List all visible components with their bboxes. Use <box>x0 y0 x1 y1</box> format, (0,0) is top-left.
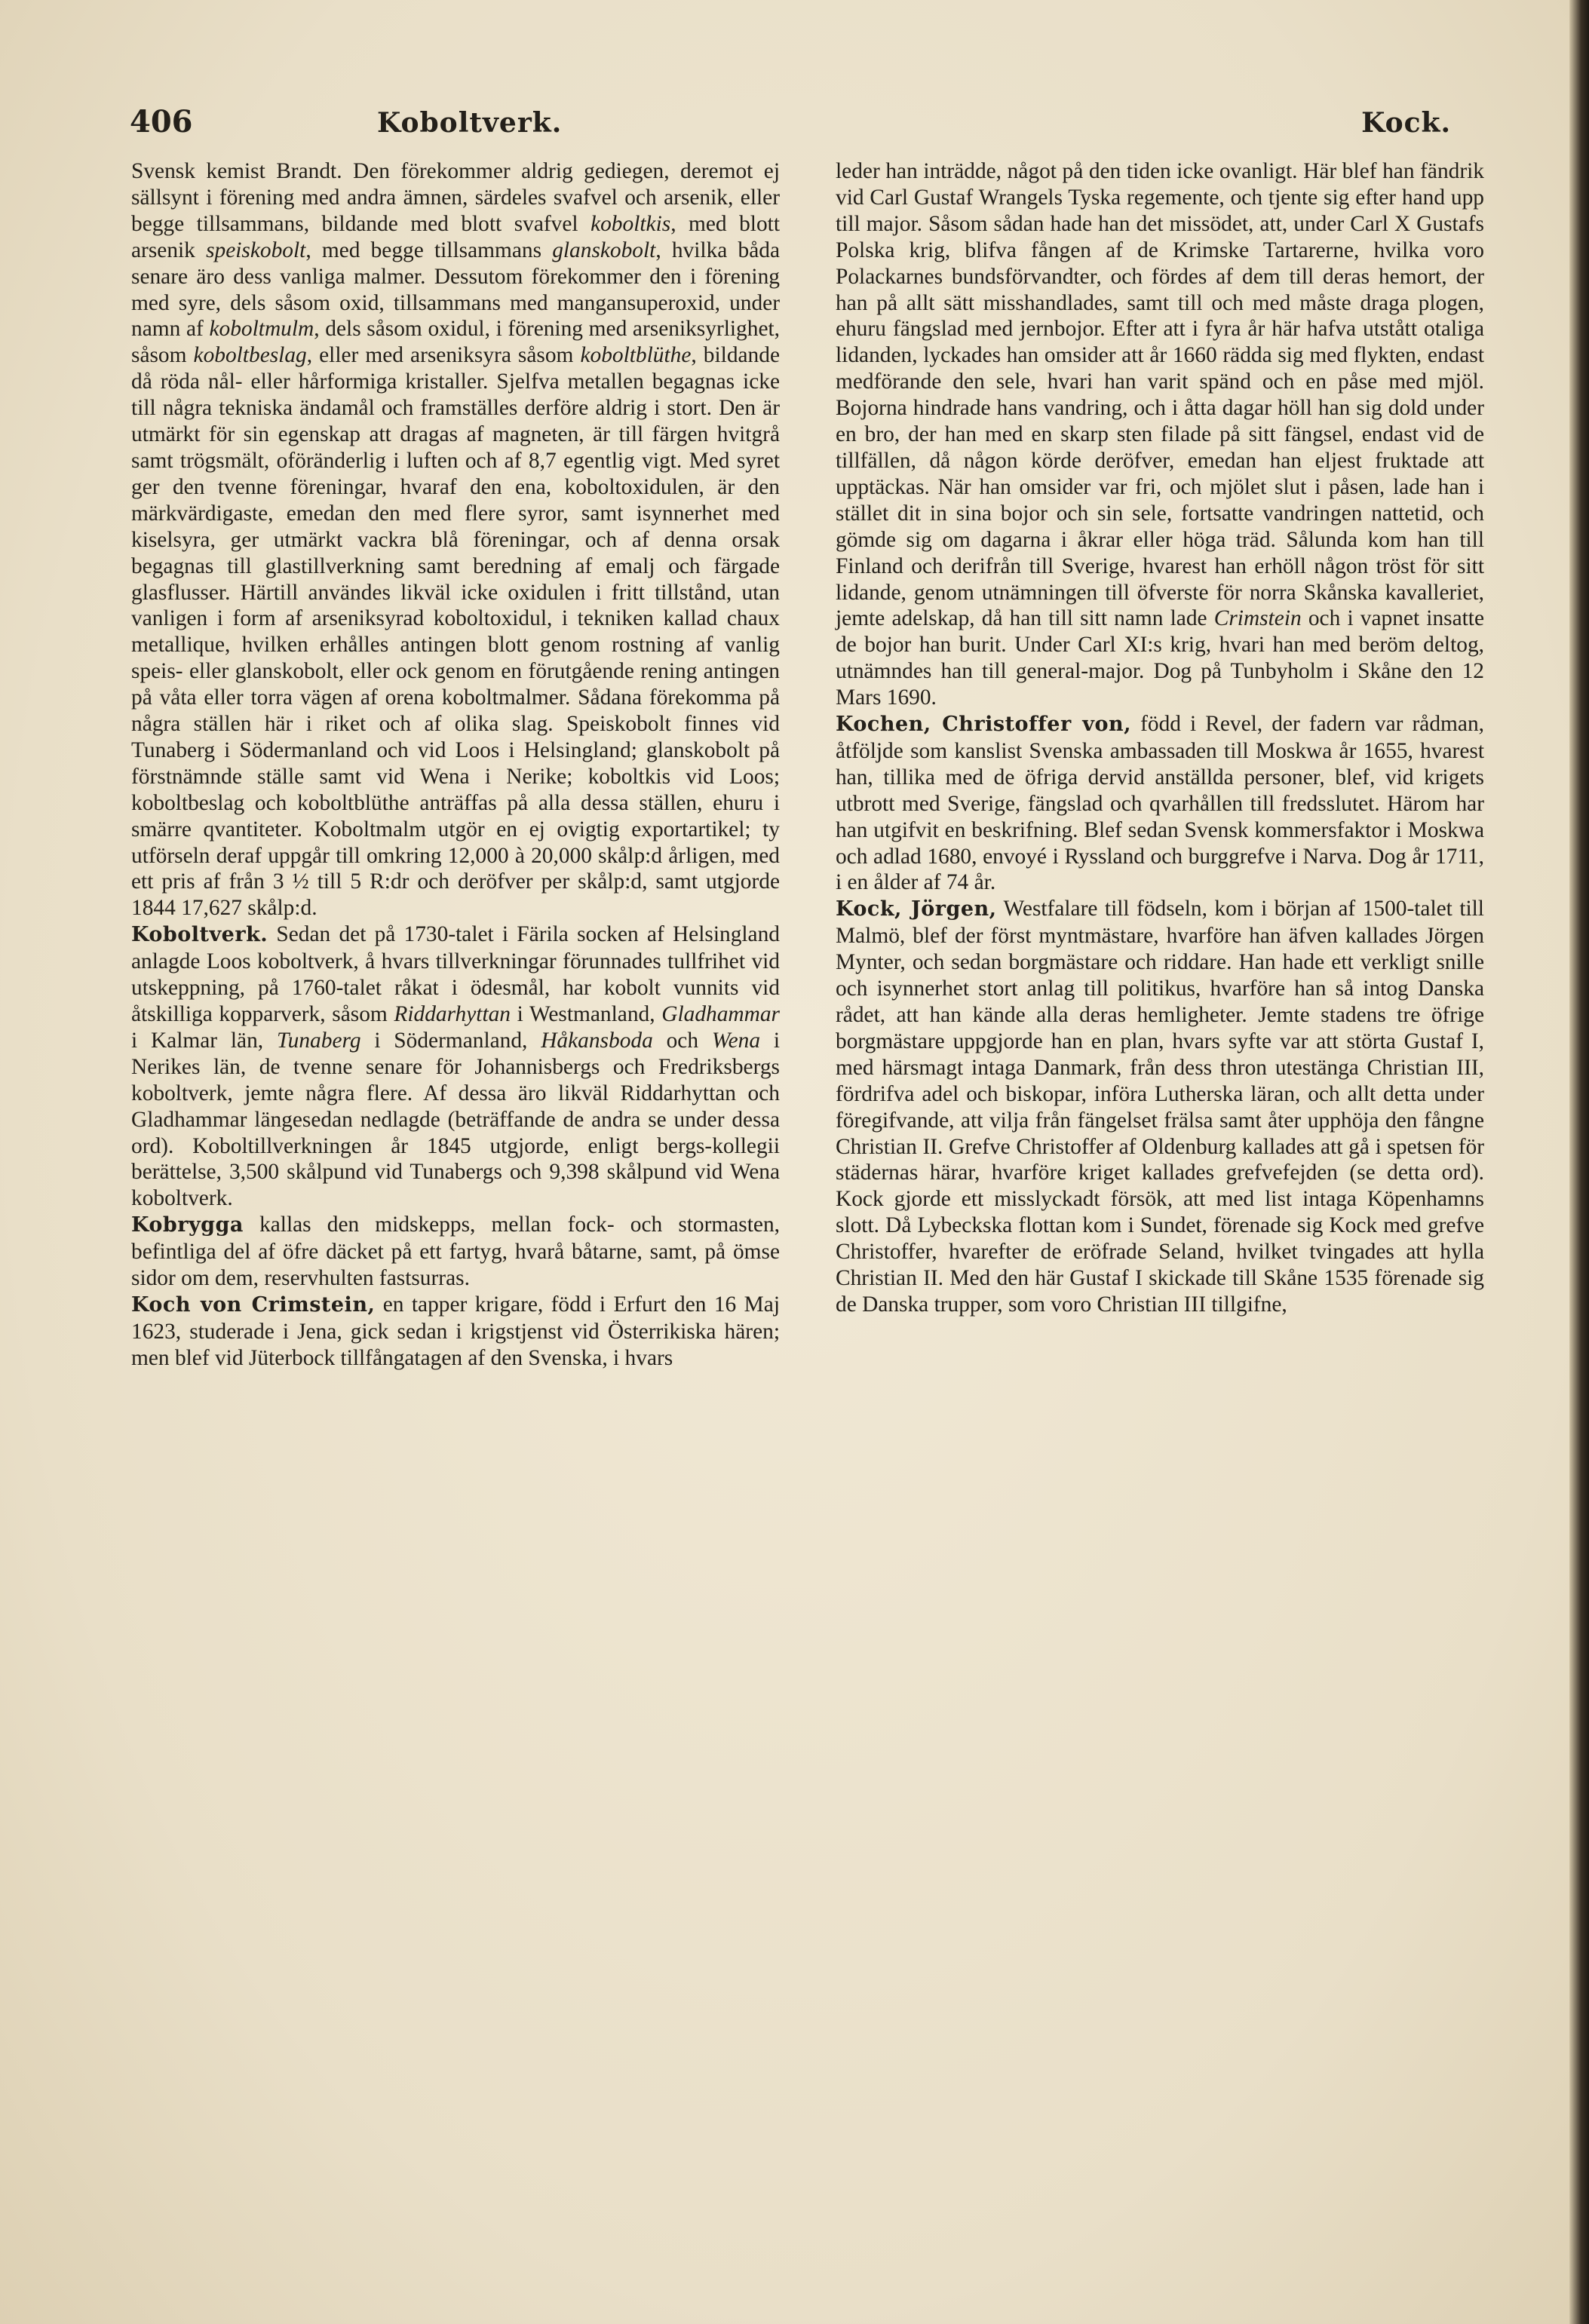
left-column <box>131 158 780 2194</box>
italic-term: koboltmulm <box>209 317 314 342</box>
text-run: en tapper krigare, född i Erfurt den 16 Maj 1623, studerade i Jena, gick sedan i krigstjenst vid Österrikiska hären; men blef vid Jüterbock tillfångatagen af den Svenska, i hvars <box>131 1292 780 1370</box>
entry-headword: Koch von Crimstein, <box>131 1292 376 1317</box>
italic-term: koboltkis <box>591 211 671 236</box>
entry-headword: Kochen, Christoffer von, <box>836 713 1132 737</box>
dictionary-entry <box>131 1212 780 1292</box>
text-run: leder han inträdde, något på den tiden icke ovanligt. Här blef han fändrik vid Carl Gustaf Wrangels Tyska regemente, och tjente sig efter hand upp till major. Såsom sådan hade han det missödet, att, under Carl X Gustafs Polska krig, blifva fången af de Krimske Tartarerne, hvilka voro Polackarnes bundsförvandter, och fördes af dem till deras hemort, der han på allt sätt misshandlades, samt till och med måste draga plogen, ehuru fängslad med jernbojor. Efter att i fyra år här hafva utstått otaliga lidanden, lyckades han omsider att år 1660 rädda sig med flykten, endast medförande den sele, hvari han varit spänd och en påse med mjöl. Bojorna hindrade hans vandring, och i åtta dagar höll han sig dold under en bro, der han med en skarp sten filade på sitt fängsel, endast vid de tillfällen, då någon körde deröfver, emedan han eljest fruktade att upptäckas. När han omsider var fri, och mjölet slut i påsen, lade han i stället dit in sina bojor och sin sele, fortsatte vandringen nattetid, och gömde sig om dagarna i åkrar eller höga träd. Sålunda kom han till Finland och derifrån till Sverige, hvarest han erhöll någon tröst för sitt lidande, genom utnämningen till öfverste för norra Skånska kavalleriet, jemte adelskap, då han till sitt namn lade <box>836 159 1484 631</box>
text-run: i Södermanland, <box>360 1028 541 1053</box>
text-run: Sedan det på 1730-talet i Färila socken af Helsingland anlagde Loos koboltverk, å hvars tillverkningar förunnades tullfrihet vid utskeppning, på 1760-talet råkat i ödesmål, har kobolt vunnits vid åtskilliga kopparverk, såsom <box>131 922 780 1026</box>
running-head-left: Koboltverk. <box>377 107 563 139</box>
italic-term: Håkansboda <box>541 1028 653 1053</box>
italic-term: Wena <box>711 1028 761 1053</box>
continuation-paragraph <box>836 158 1484 711</box>
text-run: , dels såsom oxidul, i förening med arseniksyrlighet, såsom <box>131 317 781 368</box>
text-run: i Westmanland, <box>511 1002 662 1026</box>
italic-term: Tunaberg <box>276 1028 361 1053</box>
text-run: , eller med arseniksyra såsom <box>306 343 581 368</box>
italic-term: speiskobolt <box>206 238 306 262</box>
italic-term: Riddarhyttan <box>394 1002 511 1026</box>
italic-term: Crimstein <box>1213 606 1302 631</box>
text-run: Westfalare till födseln, kom i början af 1500-talet till Malmö, blef der först myntmästare, hvarföre han äfven kallades Jörgen Mynter, och sedan borgmästare och riddare. Han hade ett verkligt snille och isynnerhet stort anlag till politikus, hvarföre han så intog Danska rådet, att han kände alla deras hemligheter. Jemte stadens tre öfrige borgmästare uppgjorde han en plan, hvars syfte var att störta Gustaf I, med härsmagt intaga Danmark, från dess thron utestänga Christian III, fördrifva adel och biskopar, införa Lutherska läran, och allt detta under föregifvande, att vilja från fängelset frälsa samt åter upphöja den fångne Christian II. Grefve Christoffer af Oldenburg kallades att gå i spetsen för städernas härar, hvarföre kriget kallades grefvefejden (se detta ord). Kock gjorde ett misslyckadt försök, att med list intaga Köpenhamns slott. Då Lybeckska flottan kom i Sundet, förenade sig Kock med grefve Christoffer, hvarefter de eröfrade Seland, hvilket tvingades att hylla Christian II. Med den här Gustaf I skickade till Skåne 1535 förenade sig de Danska trupper, som voro Christian III tillgifne, <box>836 897 1484 1317</box>
text-run: i Nerikes län, de tvenne senare för Johannisbergs och Fredriksbergs koboltverk, jemte några flere. Af dessa äro likväl Riddarhyttan och Gladhammar längesedan nedlagde (beträffande de andra se under dessa ord). Koboltillverkningen år 1845 utgjorde, enligt bergs-kollegii berättelse, 3,500 skålpund vid Tunabergs och 9,398 skålpund vid Wena koboltverk. <box>131 1028 781 1211</box>
text-run: och <box>652 1028 712 1053</box>
dictionary-entry <box>131 921 780 1212</box>
right-column <box>836 158 1484 2194</box>
entry-headword: Koboltverk. <box>131 923 268 947</box>
italic-term: koboltbeslag <box>193 343 307 368</box>
text-run: Svensk kemist Brandt. Den förekommer aldrig gediegen, deremot ej sällsynt i förening med andra ämnen, särdeles svafvel och arsenik, eller begge tillsammans, bildande med blott svafvel <box>131 159 780 236</box>
italic-term: koboltblüthe <box>580 343 692 368</box>
book-spine-shadow <box>1569 0 1589 2324</box>
text-run: född i Revel, der fadern var rådman, åtföljde som kanslist Svenska ambassaden till Moskwa år 1655, hvarest han, tillika med de öfriga dervid anställda personer, blef, vid krigets utbrott med Sverige, fängslad och qvarhållen till fredsslutet. Härom har han utgifvit en beskrifning. Blef sedan Svensk kommersfaktor i Moskwa och adlad 1680, envoyé i Ryssland och burggrefve i Narva. Dog år 1711, i en ålder af 74 år. <box>836 712 1484 895</box>
text-run: , med begge tillsammans <box>305 238 553 262</box>
italic-term: glanskobolt <box>552 238 656 262</box>
text-run: , med blott arsenik <box>131 211 780 262</box>
dictionary-entry <box>131 1292 780 1372</box>
text-run: , bildande då röda nål- eller hårformiga kristaller. Sjelfva metallen begagnas icke till några tekniska ändamål och framställes derföre aldrig i stort. Den är utmärkt för sin egenskap att dragas af magneten, är till färgen hvitgrå samt trögsmält, oföränderlig i luften och af 8,7 egentlig vigt. Med syret ger den tvenne föreningar, hvaraf den ena, koboltoxidulen, är den märkvärdigaste, emedan den med flere syror, samt isynnerhet med kiselsyra, ger utmärkt vackra blå föreningar, och af denna orsak begagnas till glastillverkning samt beredning af emalj och färgade glasflusser. Härtill användes likväl icke oxidulen i fritt tillstånd, utan vanligen i form af arseniksyrad koboltoxidul, i tekniken kallad chaux metallique, hvilken erhålles antingen blott genom rostning af vanlig speis- eller glanskobolt, eller ock genom en förutgående rening antingen på våta eller torra vägen af orena koboltmalmer. Sådana förekomma på några ställen här i riket och af olika slag. Speiskobolt finnes vid Tunaberg i Södermanland och vid Loos i Helsingland; glanskobolt på förstnämnde ställe samt vid Wena i Nerike; koboltkis vid Loos; koboltbeslag och koboltblüthe anträffas på alla dessa ställen, ehuru i smärre qvantiteter. Koboltmalm utgör en ej ovigtig exportartikel; ty utförseln deraf uppgår till omkring 12,000 à 20,000 skålp:d årligen, med ett pris af från 3 ½ till 5 R:dr och deröfver per skålp:d, samt utgjorde 1844 17,627 skålp:d. <box>131 343 780 921</box>
running-head-right: Kock. <box>1361 107 1451 139</box>
italic-term: Gladhammar <box>661 1002 780 1026</box>
text-run: kallas den midskepps, mellan fock- och stormasten, befintliga del af öfre däcket på ett fartyg, hvarå båtarne, samt, på ömse sidor om dem, reservhulten fastsurras. <box>131 1213 780 1291</box>
page-number: 406 <box>130 104 193 140</box>
continuation-paragraph <box>131 158 780 921</box>
text-run: , hvilka båda senare äro dess vanliga malmer. Dessutom förekommer den i förening med syre, dels såsom oxid, tillsammans med mangansuperoxid, under namn af <box>131 238 780 342</box>
entry-headword: Kock, Jörgen, <box>836 897 997 921</box>
dictionary-entry <box>836 896 1484 1318</box>
text-run: och i vapnet insatte de bojor han burit. Under Carl XI:s krig, hvari han med beröm deltog, utnämndes han till general-major. Dog på Tunbyholm i Skåne den 12 Mars 1690. <box>836 606 1484 710</box>
page-header <box>130 104 1451 142</box>
dictionary-entry <box>836 711 1484 896</box>
text-run: i Kalmar län, <box>131 1028 277 1053</box>
entry-headword: Kobrygga <box>131 1213 244 1237</box>
